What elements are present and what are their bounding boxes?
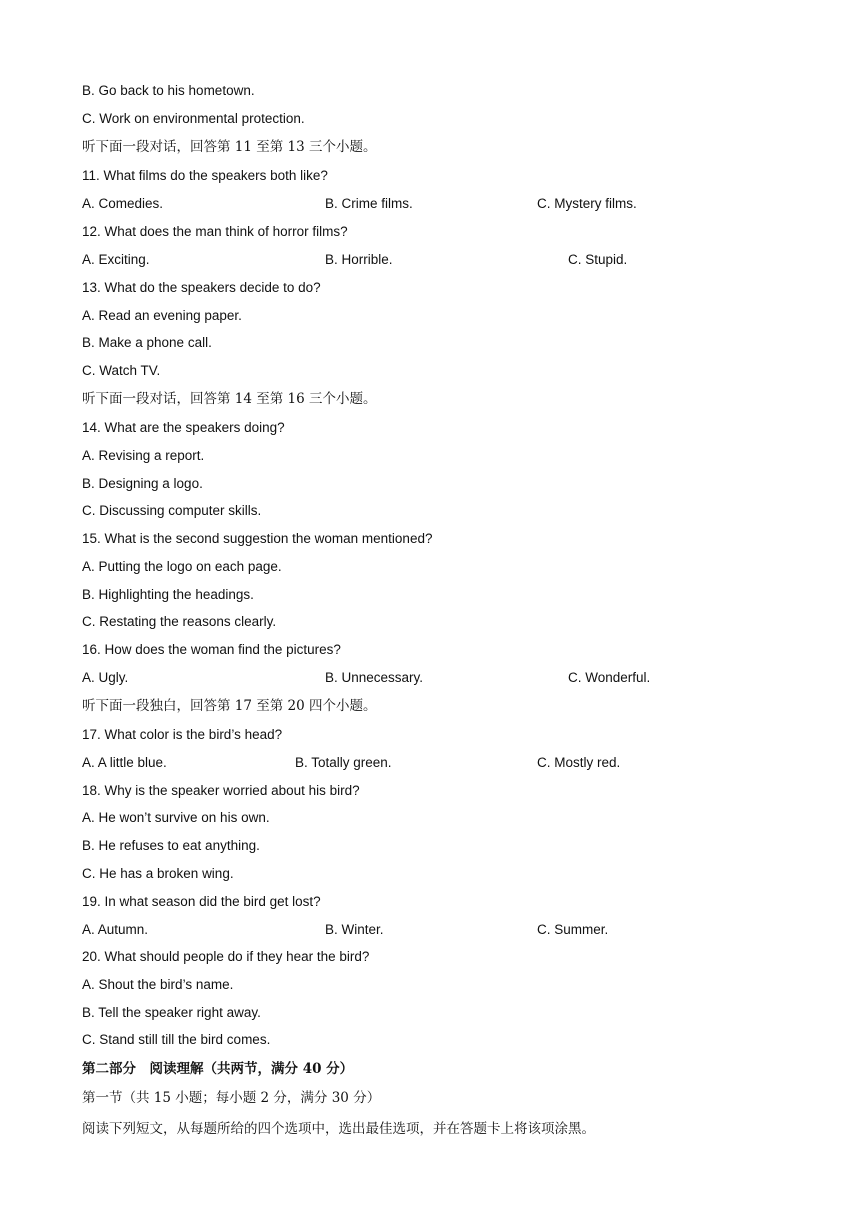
section-instruction: 听下面一段对话，回答第 11 至第 13 三个小题。 [82,139,377,155]
option-12a: A. Exciting. [82,252,150,267]
option-11a: A. Comedies. [82,196,164,211]
question-15: 15. What is the second suggestion the woman mentioned? [82,531,433,546]
question-14: 14. What are the speakers doing? [82,420,285,435]
option-15b: B. Highlighting the headings. [82,587,254,602]
option-12c: C. Stupid. [568,252,628,267]
question-18: 18. Why is the speaker worried about his bird? [82,783,360,798]
option-15a: A. Putting the logo on each page. [82,559,282,574]
option-19b: B. Winter. [325,922,384,937]
option-20a: A. Shout the bird’s name. [82,977,234,992]
option-10c: C. Work on environmental protection. [82,111,305,126]
option-17b: B. Totally green. [295,755,392,770]
question-20: 20. What should people do if they hear the bird? [82,949,370,964]
option-20b: B. Tell the speaker right away. [82,1005,261,1020]
option-11b: B. Crime films. [325,196,413,211]
option-13a: A. Read an evening paper. [82,308,242,323]
option-19c: C. Summer. [537,922,609,937]
option-17a: A. A little blue. [82,755,167,770]
option-11c: C. Mystery films. [537,196,637,211]
section-instruction: 听下面一段独白，回答第 17 至第 20 四个小题。 [82,698,377,714]
question-19: 19. In what season did the bird get lost? [82,894,321,909]
option-14a: A. Revising a report. [82,448,205,463]
option-14c: C. Discussing computer skills. [82,503,262,518]
reading-instruction: 阅读下列短文，从每题所给的四个选项中，选出最佳选项，并在答题卡上将该项涂黑。 [82,1121,595,1137]
option-18c: C. He has a broken wing. [82,866,234,881]
option-15c: C. Restating the reasons clearly. [82,614,277,629]
option-19a: A. Autumn. [82,922,149,937]
option-17c: C. Mostly red. [537,755,621,770]
part-heading: 第二部分 阅读理解（共两节，满分 40 分） [82,1061,354,1077]
option-10b: B. Go back to his hometown. [82,83,255,98]
option-18b: B. He refuses to eat anything. [82,838,260,853]
option-16c: C. Wonderful. [568,670,651,685]
option-13c: C. Watch TV. [82,363,161,378]
option-16a: A. Ugly. [82,670,129,685]
option-18a: A. He won’t survive on his own. [82,810,270,825]
option-13b: B. Make a phone call. [82,335,212,350]
question-13: 13. What do the speakers decide to do? [82,280,321,295]
option-16b: B. Unnecessary. [325,670,424,685]
subsection-heading: 第一节（共 15 小题；每小题 2 分，满分 30 分） [82,1090,381,1106]
question-17: 17. What color is the bird’s head? [82,727,283,742]
option-12b: B. Horrible. [325,252,393,267]
section-instruction: 听下面一段对话，回答第 14 至第 16 三个小题。 [82,391,377,407]
option-14b: B. Designing a logo. [82,476,203,491]
question-11: 11. What films do the speakers both like? [82,168,328,183]
option-20c: C. Stand still till the bird comes. [82,1032,271,1047]
question-12: 12. What does the man think of horror films? [82,224,348,239]
question-16: 16. How does the woman find the pictures? [82,642,341,657]
